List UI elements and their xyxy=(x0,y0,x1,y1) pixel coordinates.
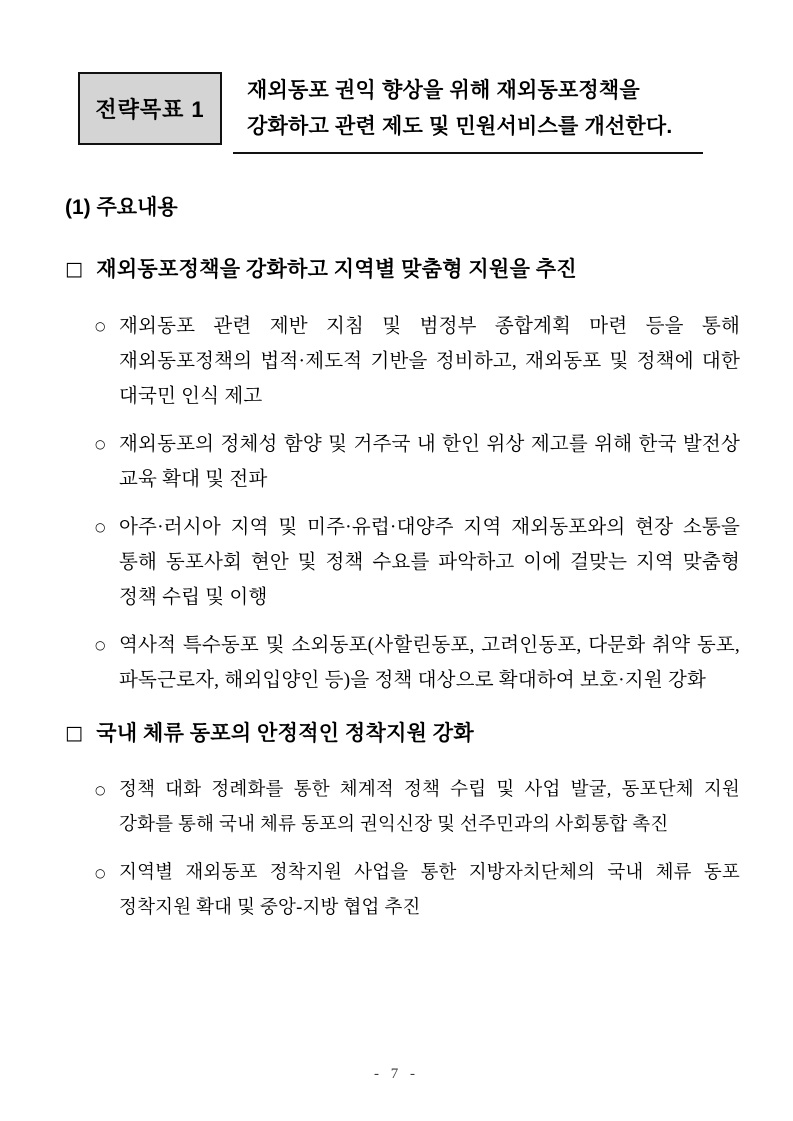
square-bullet-icon: □ xyxy=(65,722,84,744)
circle-bullet-icon: ○ xyxy=(95,638,106,652)
bullet-text: 지역별 재외동포 정착지원 사업을 통한 지방자치단체의 국내 체류 동포 정착지원 확대 및 중앙-지방 협업 추진 xyxy=(119,863,740,918)
bullet-item xyxy=(95,628,740,698)
bullet-item xyxy=(95,773,740,843)
bullet-item xyxy=(95,309,740,414)
circle-bullet-icon: ○ xyxy=(95,437,106,451)
bullet-text: 정책 대화 정례화를 통한 체계적 정책 수립 및 사업 발굴, 동포단체 지원 강화를 통해 국내 체류 동포의 권익신장 및 선주민과의 사회통합 촉진 xyxy=(119,780,740,835)
policy-block-overseas xyxy=(65,256,740,698)
bullet-text: 아주·러시아 지역 및 미주·유럽·대양주 지역 재외동포와의 현장 소통을 통해 동포사회 현안 및 정책 수요를 파악하고 이에 걸맞는 지역 맞춤형 정책 수립 및 이행 xyxy=(119,517,740,608)
section-heading: (1) 주요내용 xyxy=(65,196,178,219)
block-heading-text: 국내 체류 동포의 안정적인 정착지원 강화 xyxy=(96,721,474,745)
strategy-goal-box xyxy=(78,72,222,145)
strategy-header xyxy=(78,72,740,154)
block-heading-text: 재외동포정책을 강화하고 지역별 맞춤형 지원을 추진 xyxy=(96,257,577,281)
bullet-item xyxy=(95,427,740,497)
policy-block-domestic xyxy=(65,720,740,926)
bullet-text: 재외동포 관련 제반 지침 및 범정부 종합계획 마련 등을 통해 재외동포정책의 법적·제도적 기반을 정비하고, 재외동포 및 정책에 대한 대국민 인식 제고 xyxy=(119,316,740,407)
goal-box-label: 전략목표 1 xyxy=(95,97,205,122)
block-heading xyxy=(65,256,740,284)
bullet-list xyxy=(95,309,740,698)
title-line-2: 강화하고 관련 제도 및 민원서비스를 개선한다. xyxy=(247,115,673,138)
square-bullet-icon: □ xyxy=(65,258,84,280)
bullet-list xyxy=(95,773,740,926)
circle-bullet-icon: ○ xyxy=(95,319,106,333)
circle-bullet-icon: ○ xyxy=(95,520,106,534)
bullet-text: 재외동포의 정체성 함양 및 거주국 내 한인 위상 제고를 위해 한국 발전상 교육 확대 및 전파 xyxy=(119,434,740,490)
page-number: - 7 - xyxy=(374,1066,419,1082)
circle-bullet-icon: ○ xyxy=(95,866,106,880)
bullet-item xyxy=(95,510,740,615)
bullet-text: 역사적 특수동포 및 소외동포(사할린동포, 고려인동포, 다문화 취약 동포, 파독근로자, 해외입양인 등)을 정책 대상으로 확대하여 보호·지원 강화 xyxy=(119,635,740,691)
title-line-1: 재외동포 권익 향상을 위해 재외동포정책을 xyxy=(247,79,640,102)
circle-bullet-icon: ○ xyxy=(95,783,106,797)
bullet-item xyxy=(95,856,740,926)
strategy-title xyxy=(233,72,703,154)
block-heading xyxy=(65,720,740,748)
